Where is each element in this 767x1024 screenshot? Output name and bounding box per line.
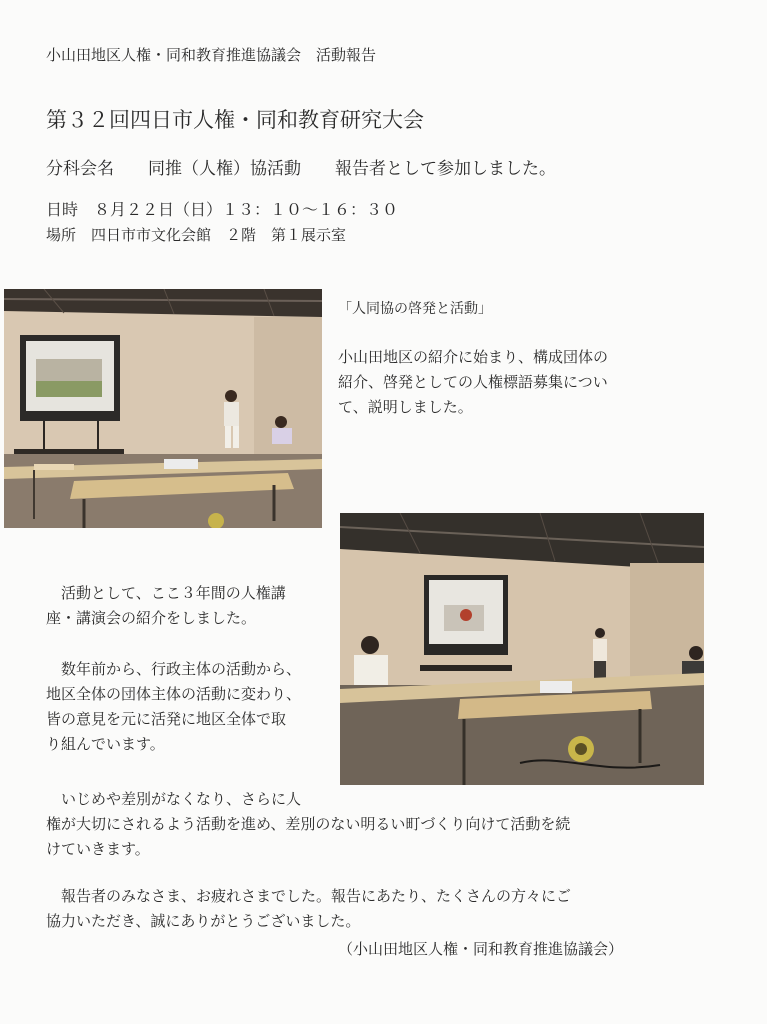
text-line: 皆の意見を元に活発に地区全体で取	[46, 710, 287, 728]
organization-activity-header: 小山田地区人権・同和教育推進協議会 活動報告	[46, 46, 377, 64]
change-paragraph	[46, 657, 301, 757]
meeting-photo-participants	[340, 513, 704, 785]
text-line: り組んでいます。	[46, 735, 165, 753]
text-line: 地区全体の団体主体の活動に変わり、	[46, 685, 302, 703]
talk-intro-paragraph	[338, 345, 608, 420]
text-line: いじめや差別がなくなり、さらに人	[46, 790, 302, 808]
text-line: 活動として、ここ３年間の人権講	[46, 584, 286, 602]
future-paragraph	[46, 787, 570, 862]
text-line: 協力いただき、誠にありがとうございました。	[46, 912, 361, 930]
talk-title: 「人同協の啓発と活動」	[338, 301, 492, 317]
text-line: 数年前から、行政主体の活動から、	[46, 660, 302, 678]
text-line: けていきます。	[46, 840, 150, 858]
activity-paragraph	[46, 581, 286, 631]
text-line: 座・講演会の紹介をしました。	[46, 609, 257, 627]
text-line: 紹介、啓発としての人権標語募集につい	[338, 373, 608, 391]
text-line: 報告者のみなさま、お疲れさまでした。報告にあたり、たくさんの方々にご	[46, 887, 572, 905]
datetime-line: 日時 ８月２２日（日）１３：１０〜１６：３０	[46, 200, 399, 219]
text-line: 小山田地区の紹介に始まり、構成団体の	[338, 348, 609, 366]
thanks-paragraph	[46, 884, 571, 934]
signature: （小山田地区人権・同和教育推進協議会）	[338, 940, 624, 958]
venue-line: 場所 四日市市文化会館 ２階 第１展示室	[46, 226, 347, 244]
subcommittee-line: 分科会名 同推（人権）協活動 報告者として参加しました。	[46, 159, 556, 179]
text-line: 権が大切にされるよう活動を進め、差別のない明るい町づくり向けて活動を続	[46, 815, 571, 833]
text-line: て、説明しました。	[338, 398, 473, 416]
meeting-photo-presenter	[4, 289, 322, 528]
conference-title: 第３２回四日市人権・同和教育研究大会	[46, 108, 424, 132]
